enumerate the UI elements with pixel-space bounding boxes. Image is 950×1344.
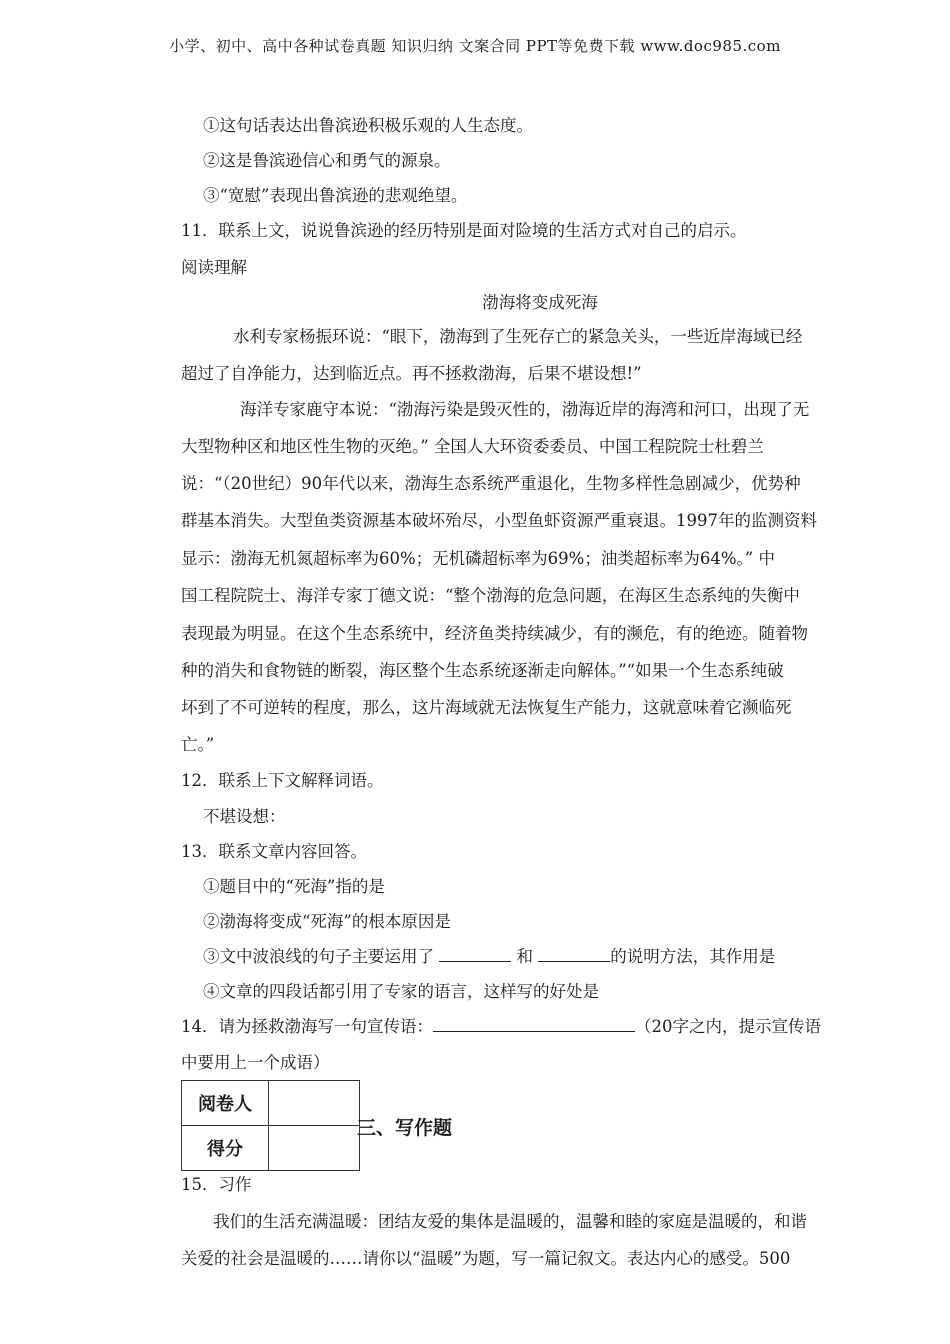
question-13-c-end: 的说明方法，其作用是 bbox=[610, 947, 776, 966]
question-14-note: （20字之内，提示宣传语 bbox=[635, 1017, 821, 1036]
article-line: 群基本消失。大型鱼类资源基本破坏殆尽，小型鱼虾资源严重衰退。1997年的监测资料 bbox=[181, 511, 817, 530]
q10-option-1: ①这句话表达出鲁滨逊积极乐观的人生态度。 bbox=[203, 116, 533, 135]
q10-option-2: ②这是鲁滨逊信心和勇气的源泉。 bbox=[203, 151, 451, 170]
reviewer-label: 阅卷人 bbox=[182, 1081, 269, 1126]
article-line: 种的消失和食物链的断裂，海区整个生态系统逐渐走向解体。”“如果一个生态系纯破 bbox=[181, 661, 784, 680]
article-line: 表现最为明显。在这个生态系统中，经济鱼类持续减少，有的濒危，有的绝迹。随着物 bbox=[181, 624, 808, 643]
article-line: 水利专家杨振环说：“眼下，渤海到了生死存亡的紧急关头，一些近岸海域已经 bbox=[233, 327, 803, 346]
q10-option-3: ③“宽慰”表现出鲁滨逊的悲观绝望。 bbox=[203, 186, 468, 205]
question-13-a: ①题目中的“死海”指的是 bbox=[203, 877, 385, 896]
question-13-c-mid: 和 bbox=[516, 947, 539, 966]
question-13-d: ④文章的四段话都引用了专家的语言，这样写的好处是 bbox=[203, 982, 599, 1001]
question-15-line2: 关爱的社会是温暖的……请你以“温暖”为题，写一篇记叙文。表达内心的感受。500 bbox=[181, 1249, 791, 1268]
answer-blank[interactable] bbox=[538, 945, 610, 963]
reading-label: 阅读理解 bbox=[181, 258, 247, 277]
question-11: 11．联系上文，说说鲁滨逊的经历特别是面对险境的生活方式对自己的启示。 bbox=[181, 221, 747, 240]
answer-blank[interactable] bbox=[433, 1015, 635, 1033]
question-13-c-text: ③文中波浪线的句子主要运用了 bbox=[203, 947, 440, 966]
article-line: 亡。” bbox=[181, 735, 215, 754]
page-header: 小学、初中、高中各种试卷真题 知识归纳 文案合同 PPT等免费下载 www.doc985.com bbox=[169, 37, 781, 55]
score-label: 得分 bbox=[182, 1126, 269, 1171]
question-15-line1: 我们的生活充满温暖：团结友爱的集体是温暖的，温馨和睦的家庭是温暖的，和谐 bbox=[213, 1212, 807, 1231]
question-13-b: ②渤海将变成“死海”的根本原因是 bbox=[203, 912, 451, 931]
answer-blank[interactable] bbox=[439, 945, 511, 963]
question-14 bbox=[181, 1013, 821, 1037]
question-14-line2: 中要用上一个成语） bbox=[181, 1053, 330, 1072]
section-title: 三、写作题 bbox=[357, 1117, 453, 1139]
article-line: 说：“（20世纪）90年代以来，渤海生态系统严重退化，生物多样性急剧减少，优势种 bbox=[181, 474, 801, 493]
article-title: 渤海将变成死海 bbox=[482, 293, 598, 312]
article-line: 国工程院院士、海洋专家丁德文说：“整个渤海的危急问题，在海区生态系纯的失衡中 bbox=[181, 586, 800, 605]
article-line: 显示：渤海无机氮超标率为60%；无机磷超标率为69%；油类超标率为64%。” 中 bbox=[181, 549, 775, 568]
article-line: 海洋专家鹿守本说：“渤海污染是毁灭性的，渤海近岸的海湾和河口，出现了无 bbox=[240, 400, 810, 419]
article-line: 超过了自净能力，达到临近点。再不拯救渤海，后果不堪设想!” bbox=[181, 364, 642, 383]
question-15: 15．习作 bbox=[181, 1175, 252, 1194]
article-line: 大型物种区和地区性生物的灭绝。” 全国人大环资委委员、中国工程院院士杜碧兰 bbox=[181, 437, 764, 456]
question-13-c bbox=[203, 943, 775, 967]
article-line: 坏到了不可逆转的程度，那么，这片海域就无法恢复生产能力，这就意味着它濒临死 bbox=[181, 698, 792, 717]
score-table bbox=[181, 1080, 360, 1171]
question-13: 13．联系文章内容回答。 bbox=[181, 842, 367, 861]
question-14-text: 14．请为拯救渤海写一句宣传语： bbox=[181, 1017, 433, 1036]
question-12: 12．联系上下文解释词语。 bbox=[181, 771, 384, 790]
reviewer-cell[interactable] bbox=[269, 1081, 360, 1126]
question-12-item: 不堪设想： bbox=[203, 807, 286, 826]
score-cell[interactable] bbox=[269, 1126, 360, 1171]
